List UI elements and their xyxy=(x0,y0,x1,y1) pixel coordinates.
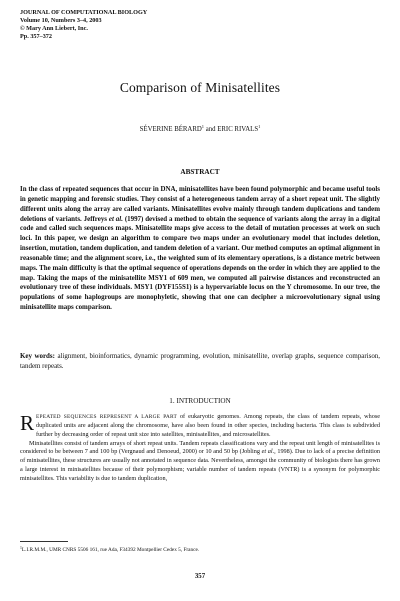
abstract-et-al: et al. xyxy=(108,214,123,223)
journal-volume: Volume 10, Numbers 3–4, 2003 xyxy=(20,17,102,24)
abstract-part: (1997) devised a method to obtain the sequence of variants along the array in a digital code and called such sequences maps. Minisatellite maps give access to the detail of mutation processes at work on such loci. In this paper, we design an algorithm to compare two maps under an evolutionary model that includes deletion, insertion, mutation, tandem duplication, and tandem deletion of a variant. Our method computes an optimal alignment in reasonable time; and the alignment score, i.e., the weighted sum of its elementary operations, is a distance metric between maps. The main difficulty is that the optimal sequence of operations depends on the order in which they are applied to the map. Taking the maps of the minisatellite MSY1 of 609 men, we computed all pairwise distances and reconstructed an evolutionary tree of these individuals. MSY1 (DYF155S1) is a hypervariable locus on the Y chromosome. In our tree, the populations of some haplogroups are monophyletic, showing that one can decipher a microevolutionary signal using minisatellite maps comparison. xyxy=(20,214,381,312)
lead-in-smallcaps: EPEATED SEQUENCES REPRESENT A LARGE PART xyxy=(36,414,177,420)
page-number: 357 xyxy=(194,573,206,580)
introduction-body xyxy=(20,413,380,484)
author-name: ERIC RIVALS xyxy=(217,126,259,133)
footnote-rule xyxy=(20,541,68,542)
paragraph-text: of eukaryotic genomes. Among repeats, the class of tandem repeats, whose duplicated units are adjacent along the chromosome, have also been found in other species, including bacteria. This class is subdivided further by decreasing order of repeat unit size into satellites, minisatellites, and microsatellites. xyxy=(36,413,380,438)
keywords-text: alignment, bioinformatics, dynamic programming, evolution, minisatellite, overlap graphs, sequence comparison, tandem repeats. xyxy=(20,352,380,370)
author-conjunction: and xyxy=(205,126,216,133)
paragraph-text: Minisatellites consist of tandem arrays of short repeat units. Tandem repeats classifications vary and the repeat unit length of minisatellites is considered to be between 7 and 100 bp (Vergnaud and Denoeud, 2000) or 10 and 50 bp (Jobling xyxy=(20,439,380,456)
footnote-mark: 1 xyxy=(20,546,22,550)
section-heading: 1. INTRODUCTION xyxy=(169,397,231,405)
footnote xyxy=(20,546,199,553)
author-line xyxy=(0,124,400,133)
journal-copyright: © Mary Ann Liebert, Inc. xyxy=(20,25,88,32)
journal-header xyxy=(20,9,147,41)
journal-name: JOURNAL OF COMPUTATIONAL BIOLOGY xyxy=(20,9,148,16)
author-name: SÉVERINE BÉRARD xyxy=(139,126,202,133)
paragraph xyxy=(20,413,380,440)
affiliation-mark: 1 xyxy=(201,124,205,129)
abstract-heading: ABSTRACT xyxy=(180,168,220,176)
abstract-text xyxy=(20,185,380,313)
paragraph-text: , 1998). Due to lack of a precise definition of minisatellites, these structures are usually not annotated in sequence data. Nevertheless, amongst the community of biologists there has grown a large interest in minisatellites because of their polymorphism; variable number of tandem repeats (VNTR) is a synonym for polymorphic minisatellites. This variability is due to tandem duplication, xyxy=(20,448,381,482)
paper-title: Comparison of Minisatellites xyxy=(119,80,281,95)
paragraph xyxy=(20,440,380,484)
affiliation-mark: 1 xyxy=(258,124,261,129)
journal-pages: Pp. 357–372 xyxy=(20,33,52,40)
abstract-part: In the class of repeated sequences that occur in DNA, minisatellites have been found polymorphic and became useful tools in genetic mapping and forensic studies. They consist of a heterogeneous tandem array of a short repeat unit. The slightly different units along the array are called variants. Minisatellites evolve mainly through tandem duplications and tandem deletions of variants. Jeffreys xyxy=(20,185,380,223)
keywords-label: Key words: xyxy=(20,352,55,360)
footnote-text: L.I.R.M.M., UMR CNRS 5506 161, rue Ada, F34392 Montpellier Cedex 5, France. xyxy=(21,547,200,553)
keywords xyxy=(20,352,380,372)
drop-cap: R xyxy=(20,411,35,435)
paragraph-et-al: et al. xyxy=(261,448,275,456)
